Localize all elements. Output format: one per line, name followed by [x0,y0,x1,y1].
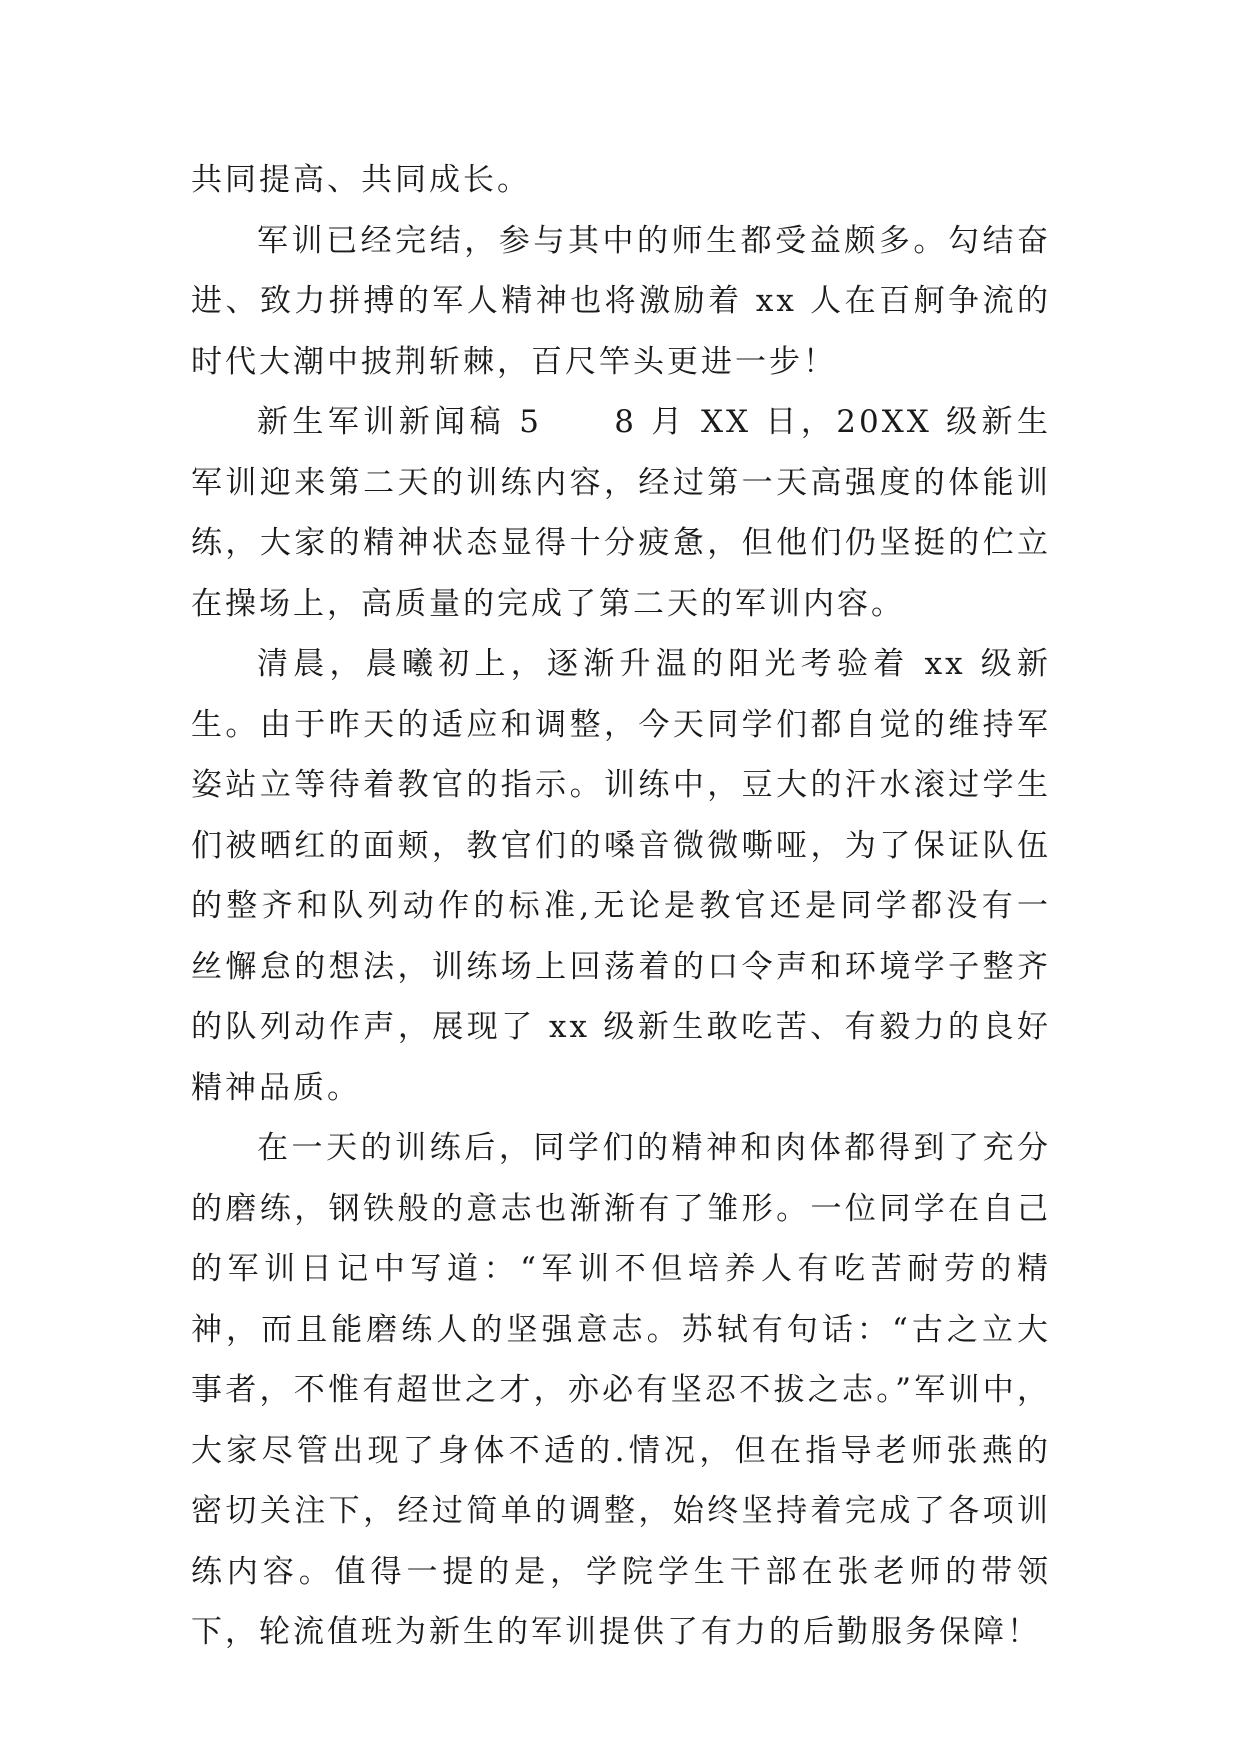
paragraph-training-summary: 军训已经完结，参与其中的师生都受益颇多。勾结奋进、致力拼搏的军人精神也将激励着 xx 人在百舸争流的时代大潮中披荆斩棘，百尺竿头更进一步！ [191,222,1051,380]
paragraph-morning-training: 清晨，晨曦初上，逐渐升温的阳光考验着 xx 级新生。由于昨天的适应和调整，今天同学们都自觉的维持军姿站立等待着教官的指示。训练中，豆大的汗水滚过学生们被晒红的面颊，教官们的嗓音微微嘶哑，为了保证队伍的整齐和队列动作的标准,无论是教官还是同学都没有一丝懈怠的想法，训练场上回荡着的口令声和环境学子整齐的队列动作声，展现了 xx 级新生敢吃苦、有毅力的良好精神品质。 [191,646,1051,1106]
paragraph-news-5-intro: 新生军训新闻稿 5 8 月 XX 日，20XX 级新生军训迎来第二天的训练内容，经过第一天高强度的体能训练，大家的精神状态显得十分疲惫，但他们仍坚挺的伫立在操场上，高质量的完成了第二天的军训内容。 [191,404,1051,622]
paragraph-continuation: 共同提高、共同成长。 [191,162,531,198]
document-body [191,150,1051,1663]
paragraph-after-training: 在一天的训练后，同学们的精神和肉体都得到了充分的磨练，钢铁般的意志也渐渐有了雏形。一位同学在自己的军训日记中写道：“军训不但培养人有吃苦耐劳的精神，而且能磨练人的坚强意志。苏轼有句话：“古之立大事者，不惟有超世之才，亦必有坚忍不拔之志。”军训中，大家尽管出现了身体不适的.情况，但在指导老师张燕的密切关注下，经过简单的调整，始终坚持着完成了各项训练内容。值得一提的是，学院学生干部在张老师的带领下，轮流值班为新生的军训提供了有力的后勤服务保障！ [191,1130,1051,1650]
